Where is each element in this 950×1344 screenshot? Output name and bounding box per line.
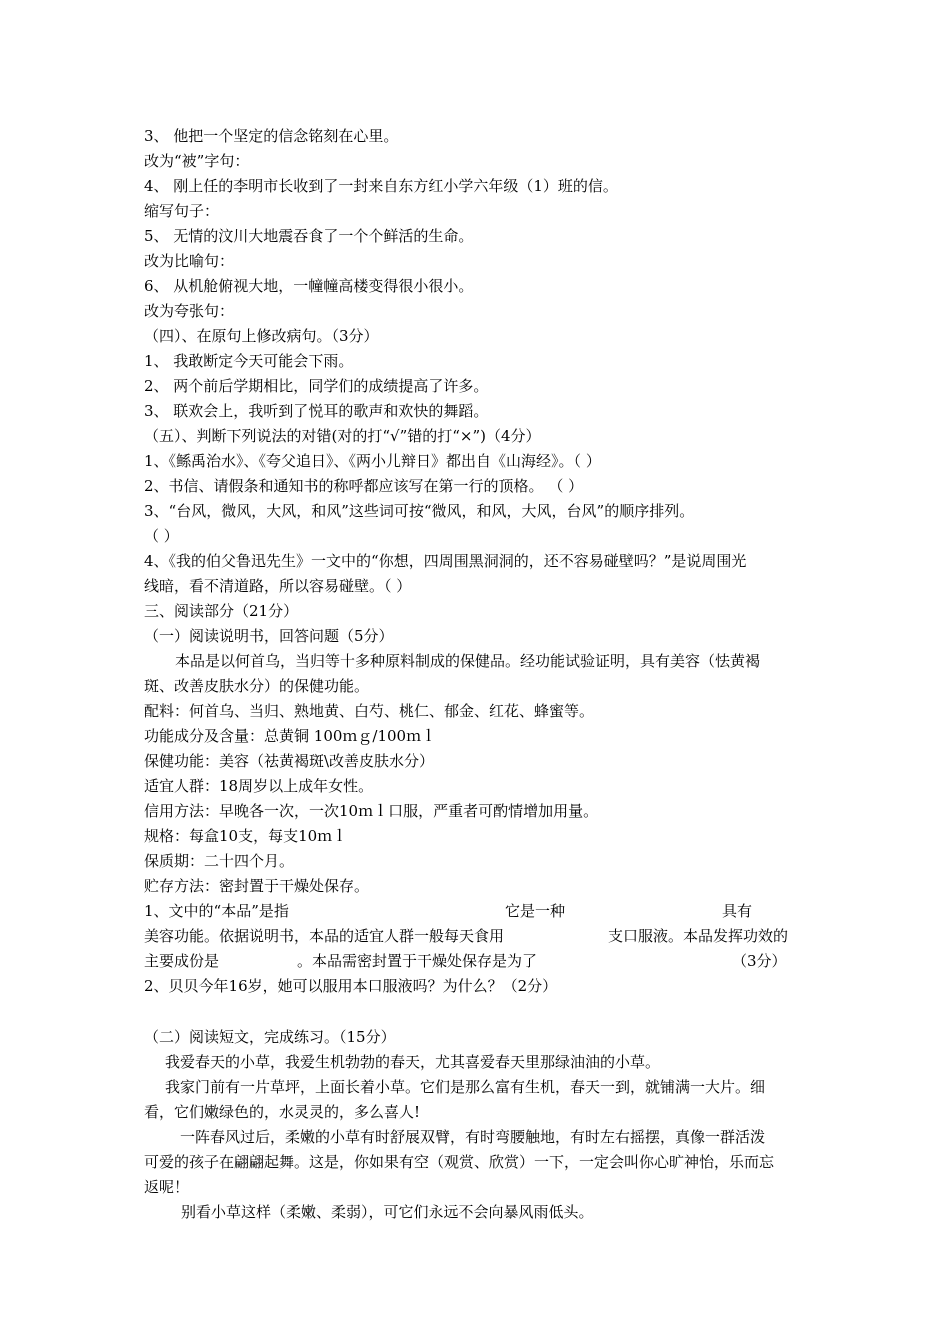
reading-q1-score: （3分） [732,952,787,970]
sick-sentence-1: 1、 我敢断定今天可能会下雨。 [144,352,354,370]
passage-paragraph-3-line1: 一阵春风过后，柔嫩的小草有时舒展双臂，有时弯腰触地，有时左右摇摆，真像一群活泼 [180,1128,766,1146]
reading-q1-part-c: 具有 [722,902,753,920]
part-3-heading: 三、阅读部分（21分） [144,602,299,620]
manual-intro-line1: 本品是以何首乌，当归等十多种原料制成的保健品。经功能试验证明，具有美容（怯黄褐 [175,652,761,670]
q4-instruction: 缩写句子： [144,202,220,220]
reading-q1-part-a: 1、文中的“本品”是指 [144,902,289,920]
sick-sentence-3: 3、 联欢会上，我听到了悦耳的歌声和欢快的舞蹈。 [144,402,489,420]
manual-usage: 信用方法：早晚各一次，一次10ｍｌ口服，严重者可酌情增加用量。 [144,802,599,820]
judge-item-3: 3、“台风，微风，大风，和风”这些词可按“微风，和风，大风，台风”的顺序排列。 [144,502,695,520]
q5-instruction: 改为比喻句： [144,252,235,270]
sick-sentence-2: 2、 两个前后学期相比，同学们的成绩提高了许多。 [144,377,489,395]
manual-target-group: 适宜人群：18周岁以上成年女性。 [144,777,374,795]
reading-2-heading: （二）阅读短文，完成练习。（15分） [144,1028,396,1046]
manual-intro-line2: 斑、改善皮肤水分）的保健功能。 [144,677,370,695]
q5-sentence: 5、 无情的汶川大地震吞食了一个个鲜活的生命。 [144,227,474,245]
passage-paragraph-2-line2: 看，它们嫩绿色的，水灵灵的，多么喜人! [144,1103,421,1121]
manual-ingredients: 配料：何首乌、当归、熟地黄、白芍、桃仁、郁金、红花、蜂蜜等。 [144,702,595,720]
q6-instruction: 改为夸张句： [144,302,235,320]
manual-spec: 规格：每盒10支，每支10ｍｌ [144,827,348,845]
q4-sentence: 4、 刚上任的李明市长收到了一封来自东方红小学六年级（1）班的信。 [144,177,618,195]
passage-paragraph-3-line2: 可爱的孩子在翩翩起舞。这是，你如果有空（观赏、欣赏）一下，一定会叫你心旷神怡，乐而忘 [144,1153,775,1171]
manual-shelf-life: 保质期：二十四个月。 [144,852,295,870]
manual-content: 功能成分及含量：总黄铜 100ｍｇ/100ｍｌ [144,727,437,745]
q3-sentence: 3、 他把一个坚定的信念铭刻在心里。 [144,127,399,145]
reading-q1-part-e: 支口服液。本品发挥功效的 [608,927,789,945]
manual-storage: 贮存方法：密封置于干燥处保存。 [144,877,370,895]
section-5-heading: （五）、判断下列说法的对错(对的打“√”错的打“×”)（4分） [144,427,541,445]
judge-item-3-bracket: （ ） [144,527,179,545]
reading-q1-part-f: 主要成份是 [144,952,220,970]
judge-item-4-line1: 4、《我的伯父鲁迅先生》一文中的“你想，四周围黑洞洞的，还不容易碰壁吗？”是说周围光 [144,552,747,570]
reading-q1-part-g: 。本品需密封置于干燥处保存是为了 [297,952,538,970]
reading-q2: 2、贝贝今年16岁，她可以服用本口服液吗？为什么？（2分） [144,977,558,995]
passage-paragraph-1: 我爱春天的小草，我爱生机勃勃的春天，尤其喜爱春天里那绿油油的小草。 [165,1053,661,1071]
judge-item-1: 1、《鲧禹治水》、《夸父追日》、《两小儿辩日》都出自《山海经》。（ ） [144,452,601,470]
reading-1-heading: （一）阅读说明书，回答问题（5分） [144,627,394,645]
judge-item-4-line2: 线暗，看不清道路，所以容易碰壁。（ ） [144,577,412,595]
passage-paragraph-4: 别看小草这样（柔嫩、柔弱），可它们永远不会向暴风雨低头。 [181,1203,594,1221]
reading-q1-part-d: 美容功能。依据说明书，本品的适宜人群一般每天食用 [144,927,505,945]
q3-instruction: 改为“被”字句： [144,152,250,170]
judge-item-2: 2、书信、请假条和通知书的称呼都应该写在第一行的顶格。 （ ） [144,477,584,495]
passage-paragraph-2-line1: 我家门前有一片草坪，上面长着小草。它们是那么富有生机，春天一到，就铺满一大片。细 [165,1078,766,1096]
section-4-heading: （四）、在原句上修改病句。（3分） [144,327,379,345]
reading-q1-part-b: 它是一种 [505,902,566,920]
passage-paragraph-3-line3: 返呢！ [144,1178,190,1196]
manual-function: 保健功能：美容（祛黄褐斑\改善皮肤水分） [144,752,435,770]
q6-sentence: 6、 从机舱俯视大地，一幢幢高楼变得很小很小。 [144,277,474,295]
